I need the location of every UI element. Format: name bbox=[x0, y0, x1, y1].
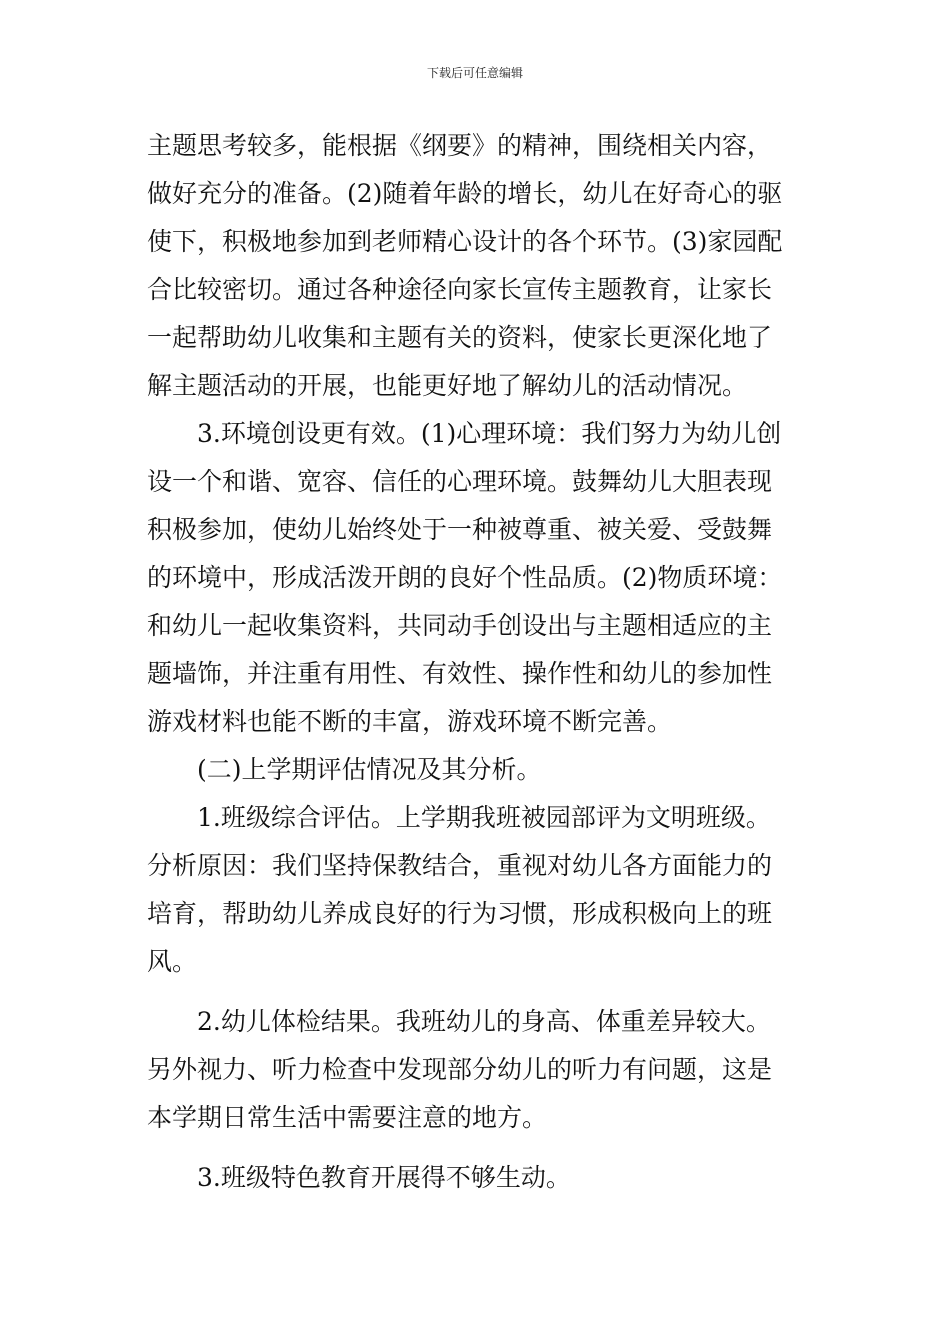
body-line: 做好充分的准备。(2)随着年龄的增长，幼儿在好奇心的驱 bbox=[147, 179, 783, 208]
body-line: 解主题活动的开展，也能更好地了解幼儿的活动情况。 bbox=[147, 371, 748, 400]
body-line: 一起帮助幼儿收集和主题有关的资料，使家长更深化地了 bbox=[147, 323, 773, 352]
body-line: 另外视力、听力检查中发现部分幼儿的听力有问题，这是 bbox=[147, 1055, 773, 1084]
paragraph-start-line: 3.环境创设更有效。(1)心理环境：我们努力为幼儿创 bbox=[197, 419, 782, 448]
paragraph-start-line: 2.幼儿体检结果。我班幼儿的身高、体重差异较大。 bbox=[197, 1007, 771, 1036]
body-line: 的环境中，形成活泼开朗的良好个性品质。(2)物质环境： bbox=[147, 563, 783, 592]
paragraph-start-line: 1.班级综合评估。上学期我班被园部评为文明班级。 bbox=[197, 803, 771, 832]
body-line: 风。 bbox=[147, 947, 198, 976]
section-heading: (二)上学期评估情况及其分析。 bbox=[197, 755, 542, 784]
body-line: 培育，帮助幼儿养成良好的行为习惯，形成积极向上的班 bbox=[147, 899, 773, 928]
document-body bbox=[147, 122, 809, 1202]
page-header-note: 下载后可任意编辑 bbox=[426, 66, 523, 80]
body-line: 游戏材料也能不断的丰富，游戏环境不断完善。 bbox=[147, 707, 673, 736]
body-line: 使下，积极地参加到老师精心设计的各个环节。(3)家园配 bbox=[147, 227, 783, 256]
paragraph-start-line: 3.班级特色教育开展得不够生动。 bbox=[197, 1163, 571, 1192]
body-line: 分析原因：我们坚持保教结合，重视对幼儿各方面能力的 bbox=[147, 851, 773, 880]
body-line: 合比较密切。通过各种途径向家长宣传主题教育，让家长 bbox=[147, 275, 773, 304]
body-line: 本学期日常生活中需要注意的地方。 bbox=[147, 1103, 548, 1132]
body-line: 主题思考较多，能根据《纲要》的精神，围绕相关内容， bbox=[147, 131, 773, 160]
body-line: 题墙饰，并注重有用性、有效性、操作性和幼儿的参加性 bbox=[147, 659, 773, 688]
body-line: 设一个和谐、宽容、信任的心理环境。鼓舞幼儿大胆表现 bbox=[147, 467, 773, 496]
body-line: 和幼儿一起收集资料，共同动手创设出与主题相适应的主 bbox=[147, 611, 773, 640]
body-line: 积极参加，使幼儿始终处于一种被尊重、被关爱、受鼓舞 bbox=[147, 515, 773, 544]
